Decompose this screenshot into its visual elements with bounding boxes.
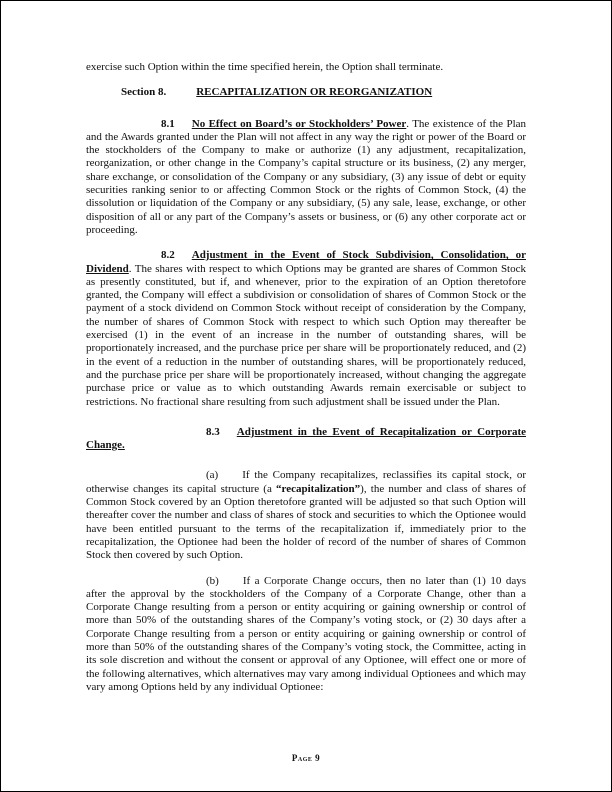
paragraph-8-3-b — [86, 575, 526, 695]
paragraph-8-3-b-label: (b) — [206, 574, 219, 587]
paragraph-8-1-number: 8.1 — [161, 117, 175, 130]
paragraph-8-1-body: . The existence of the Plan and the Awards granted under the Plan will not affect in any way the right or power of the Board or the stockholders of the Company to make or authorize (1) any adjustment, recapitalization, reorganization, or other change in the Company’s capital structure or its business, (2) any merger, share exchange, or consolidation of the Company or any subsidiary, (3) any issue of debt or equity securities ranking senior to or affecting Common Stock or the rights of Common Stock, (4) the dissolution or liquidation of the Company or any subsidiary, (5) any sale, lease, exchange, or other disposition of all or any part of the Company’s assets or business, or (6) any other corporate act or proceeding. — [86, 117, 527, 236]
paragraph-8-2-heading: Adjustment in the Event of Stock Subdivision, Consolidation, or Dividend — [86, 249, 526, 275]
paragraph-8-1 — [86, 118, 526, 238]
paragraph-8-1-heading: No Effect on Board’s or Stockholders’ Power — [191, 117, 407, 130]
paragraph-8-3-heading-line — [86, 426, 526, 453]
paragraph-8-3-a — [86, 469, 526, 562]
section-8-heading — [86, 86, 526, 99]
paragraph-8-3-a-label: (a) — [206, 469, 219, 482]
paragraph-8-2-body: . The shares with respect to which Options may be granted are shares of Common Stock as presently constituted, but if, and whenever, prior to the expiration of an Option theretofore granted, the Company will effect a subdivision or consolidation of shares of Common Stock or the payment of a stock dividend on Common Stock without receipt of consideration by the Company, the number of shares of Common Stock with respect to which such Option may thereafter be exercised (1) in the event of an increase in the number of outstanding shares, will be proportionately increased, and the purchase price per share will be proportionately reduced, and (2) in the event of a reduction in the number of outstanding shares, will be proportionately reduced, and the purchase price per share will be proportionately increased, without changing the aggregate purchase price or value as to which outstanding Awards remain exercisable or subject to restrictions. No fractional share resulting from such adjustment shall be issued under the Plan. — [86, 262, 526, 408]
paragraph-8-2-number: 8.2 — [161, 249, 175, 262]
continuation-paragraph — [86, 61, 526, 74]
continuation-text: exercise such Option within the time specified herein, the Option shall terminate. — [86, 61, 444, 73]
page-content — [1, 1, 611, 694]
paragraph-8-3-number: 8.3 — [206, 425, 220, 438]
paragraph-8-2 — [86, 249, 526, 409]
paragraph-8-3-a-body-1: If the Company recapitalizes, reclassifies its capital stock, or otherwise changes its capital structure (a — [86, 469, 526, 495]
section-8-label: Section 8. — [121, 86, 167, 99]
paragraph-8-3-heading: Adjustment in the Event of Recapitalization or Corporate Change. — [86, 425, 526, 452]
section-8-title: RECAPITALIZATION OR REORGANIZATION — [196, 86, 433, 99]
page-number: Page 9 — [291, 752, 321, 763]
paragraph-8-3-a-bold-term: “recapitalization” — [276, 482, 361, 495]
page-footer — [1, 752, 611, 765]
paragraph-8-3-b-body: If a Corporate Change occurs, then no later than (1) 10 days after the approval by the stockholders of the Company of a Corporate Change, other than a Corporate Change resulting from a person or entity acquiring or gaining ownership or control of more than 50% of the outstanding shares of the Company’s voting stock, or (2) 30 days after a Corporate Change resulting from a person or entity acquiring or gaining ownership or control of more than 50% of the outstanding shares of the Company’s voting stock, the Committee, acting in its sole discretion and without the consent or approval of any Optionee, will effect one or more of the following alternatives, which alternatives may vary among individual Optionees and which may vary among Options held by any individual Optionee: — [86, 574, 526, 693]
paragraph-8-3-a-body-2: ), the number and class of shares of Common Stock covered by an Option theretofore granted will be adjusted so that such Option will thereafter cover the number and class of shares of stock and securities to which the Optionee would have been entitled pursuant to the terms of the recapitalization if, immediately prior to the recapitalization, the Optionee had been the holder of record of the number of shares of Common Stock then covered by such Option. — [86, 482, 526, 562]
